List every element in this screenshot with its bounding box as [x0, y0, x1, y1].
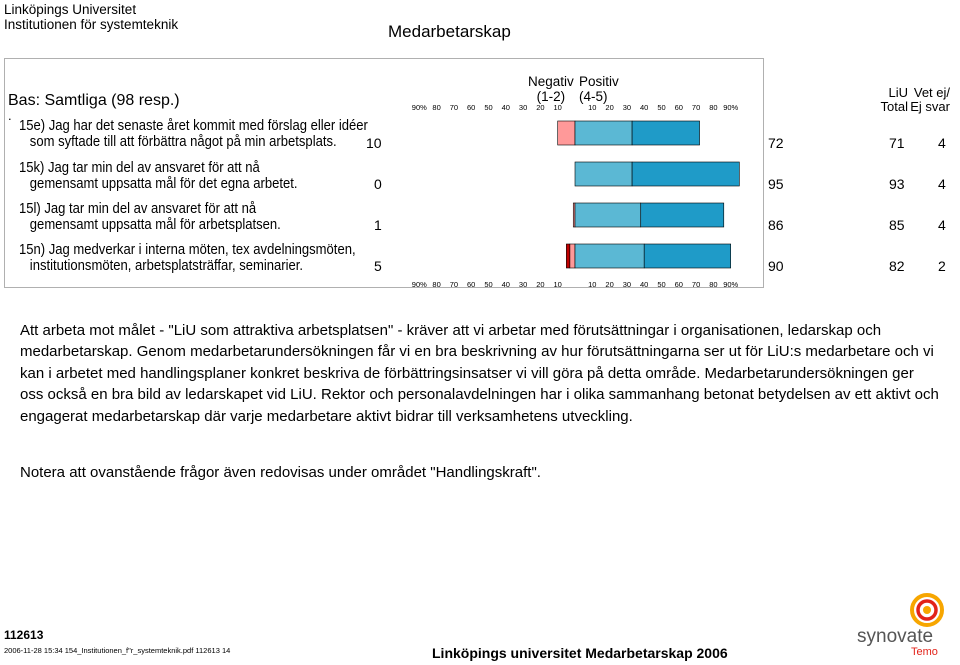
base-dot: .	[8, 108, 12, 123]
pos-tick-bottom-0: 10	[588, 280, 597, 289]
pos-tick-top-1: 20	[605, 103, 614, 112]
question-3-line-1: 15n) Jag medverkar i interna möten, tex avdelningsmöten,	[19, 242, 356, 258]
pos-tick-top-4: 50	[657, 103, 666, 112]
neg-tick-top-0: 90%	[411, 103, 427, 112]
bar-neg1-row-3	[566, 244, 569, 268]
bar-neg2-row-0	[558, 121, 575, 145]
neg-tick-bottom-3: 60	[467, 280, 476, 289]
note-text: Notera att ovanstående frågor även redovisas under området "Handlingskraft".	[20, 464, 541, 481]
neg-tick-top-3: 60	[467, 103, 476, 112]
pos-tick-top-6: 70	[691, 103, 701, 112]
neg-tick-bottom-0: 90%	[411, 280, 427, 289]
footer-id: 112613	[4, 628, 44, 642]
bar-neg2-row-3	[570, 244, 575, 268]
neg-tick-bottom-2: 70	[449, 280, 459, 289]
neg-tick-top-5: 40	[501, 103, 510, 112]
bar-pos4-row-2	[575, 203, 641, 227]
diverging-bar-chart	[0, 0, 960, 300]
pos-tick-top-5: 60	[674, 103, 683, 112]
bar-pos5-row-0	[632, 121, 699, 145]
liu-total-value-0: 71	[889, 135, 905, 151]
pos-tick-bottom-7: 80	[709, 280, 718, 289]
positive-value-2: 86	[768, 217, 784, 233]
pos-tick-bottom-4: 50	[657, 280, 666, 289]
neg-tick-top-1: 80	[432, 103, 441, 112]
neg-tick-top-2: 70	[449, 103, 459, 112]
pos-tick-bottom-8: 90%	[723, 280, 739, 289]
pos-tick-top-0: 10	[588, 103, 597, 112]
pos-tick-top-2: 30	[622, 103, 632, 112]
bar-pos5-row-1	[632, 162, 739, 186]
neg-tick-top-7: 20	[536, 103, 545, 112]
question-2-line-2: gemensamt uppsatta mål för arbetsplatsen.	[29, 217, 281, 233]
pos-tick-bottom-2: 30	[622, 280, 632, 289]
neg-tick-bottom-6: 30	[518, 280, 528, 289]
positive-value-3: 90	[768, 258, 784, 274]
neg-tick-bottom-4: 50	[484, 280, 493, 289]
positive-value-0: 72	[768, 135, 784, 151]
pos-tick-top-8: 90%	[723, 103, 739, 112]
liu-total-value-1: 93	[889, 176, 905, 192]
question-1-line-1: 15k) Jag tar min del av ansvaret för att nå	[19, 160, 260, 176]
question-0-line-1: 15e) Jag har det senaste året kommit med förslag eller idéer	[19, 118, 368, 134]
neg-tick-bottom-5: 40	[501, 280, 510, 289]
liu-header-line-1: LiU	[888, 85, 908, 100]
base-label: Bas: Samtliga (98 resp.)	[8, 92, 180, 109]
bar-pos5-row-2	[641, 203, 724, 227]
synovate-logo	[855, 590, 955, 660]
positive-value-1: 95	[768, 176, 784, 192]
negative-value-3: 5	[374, 258, 382, 274]
organization-line-1: Linköpings Universitet	[4, 2, 137, 17]
neg-tick-bottom-8: 10	[553, 280, 562, 289]
pos-tick-top-3: 40	[640, 103, 649, 112]
pos-tick-bottom-1: 20	[605, 280, 614, 289]
footer-pdf-info: 2006-11-28 15:34 154_Institutionen_f"r_systemteknik.pdf 112613 14	[4, 646, 231, 655]
vet-ej-value-3: 2	[938, 258, 946, 274]
liu-total-value-2: 85	[889, 217, 905, 233]
question-1-line-2: gemensamt uppsatta mål för det egna arbetet.	[29, 176, 298, 192]
organization-line-2: Institutionen för systemteknik	[4, 17, 179, 32]
pos-tick-bottom-5: 60	[674, 280, 683, 289]
bar-pos4-row-0	[575, 121, 632, 145]
neg-tick-bottom-7: 20	[536, 280, 545, 289]
positiv-label: Positiv	[579, 74, 619, 89]
bar-pos5-row-3	[644, 244, 731, 268]
bar-pos4-row-1	[575, 162, 632, 186]
body-paragraph: Att arbeta mot målet - "LiU som attraktiva arbetsplatsen" - kräver att vi arbetar med förutsättningar i organisationen, ledarskap och medarbetarskap. Genom medarbetarundersökningen får vi en bra beskrivning av hur förutsättningarna ser ut för LiU:s medarbetare och vi kan i arbetet med handlingsplaner konkret beskriva de förbättringsinsatser vi vill göra på detta område. Medarbetarundersökningen ger oss också en bra bild av ledarskapet vid LiU. Rektor och personalavdelningen har i olika sammanhang betonat betydelsen av ett aktivt och engagerat medarbetarskap där varje medarbetare aktivt bidrar till verksamhetens utveckling.	[20, 322, 939, 425]
vet-header-line-1: Vet ej/	[913, 85, 950, 100]
logo-sub: Temo	[911, 646, 938, 658]
vet-header-line-2: Ej svar	[910, 99, 950, 114]
synovate-swirl-icon	[855, 590, 955, 660]
pos-tick-bottom-3: 40	[640, 280, 649, 289]
neg-tick-top-8: 10	[553, 103, 562, 112]
neg-tick-top-6: 30	[518, 103, 528, 112]
bar-pos4-row-3	[575, 244, 644, 268]
negativ-scale: (1-2)	[536, 89, 566, 104]
vet-ej-value-0: 4	[938, 135, 946, 151]
question-3-line-2: institutionsmöten, arbetsplatsträffar, seminarier.	[29, 258, 304, 274]
neg-tick-bottom-1: 80	[432, 280, 441, 289]
negative-value-1: 0	[374, 176, 382, 192]
liu-header-line-2: Total	[880, 99, 908, 114]
neg-tick-top-4: 50	[484, 103, 493, 112]
logo-name: synovate	[857, 626, 934, 647]
negative-value-2: 1	[374, 217, 382, 233]
footer-title: Linköpings universitet Medarbetarskap 2006	[432, 645, 728, 661]
liu-total-value-3: 82	[889, 258, 905, 274]
question-0-line-2: som syftade till att förbättra något på min arbetsplats.	[29, 134, 337, 150]
pos-tick-bottom-6: 70	[691, 280, 701, 289]
pos-tick-top-7: 80	[709, 103, 718, 112]
positiv-scale: (4-5)	[579, 89, 608, 104]
negative-value-0: 10	[366, 135, 382, 151]
negativ-label: Negativ	[528, 74, 574, 89]
vet-ej-value-1: 4	[938, 176, 946, 192]
page-title: Medarbetarskap	[388, 22, 511, 41]
question-2-line-1: 15l) Jag tar min del av ansvaret för att nå	[19, 201, 257, 217]
vet-ej-value-2: 4	[938, 217, 946, 233]
